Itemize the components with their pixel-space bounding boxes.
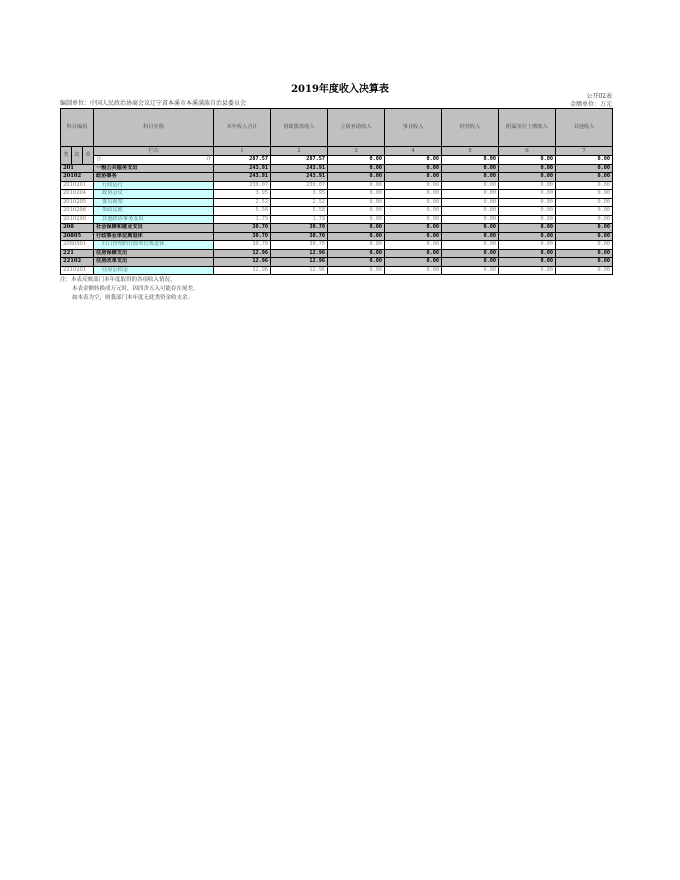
amount-cell: 243.91 — [271, 164, 328, 173]
amount-cell: 12.96 — [271, 249, 328, 258]
header-row — [61, 109, 613, 147]
amount-cell: 0.00 — [556, 173, 613, 182]
amount-cell: 0.00 — [556, 198, 613, 207]
amount-cell: 0.00 — [499, 198, 556, 207]
amount-cell: 0.00 — [556, 224, 613, 233]
amount-cell: 0.00 — [442, 207, 499, 216]
subject-name: 一般公共服务支出 — [94, 164, 214, 173]
amount-cell: 0.00 — [556, 249, 613, 258]
amount-cell: 0.00 — [442, 266, 499, 275]
header-col-1: 本年收入合计 — [214, 109, 271, 147]
subject-name: 归口管理的行政单位离退休 — [94, 241, 214, 250]
amount-cell: 0.00 — [385, 232, 442, 241]
subject-name: 政协事务 — [94, 173, 214, 182]
total-label — [94, 156, 214, 165]
amount-cell: 0.00 — [442, 232, 499, 241]
amount-cell: 0.00 — [385, 164, 442, 173]
amount-cell: 243.91 — [214, 173, 271, 182]
amount-cell: 0.00 — [328, 224, 385, 233]
amount-cell: 0.00 — [499, 215, 556, 224]
table-row — [61, 258, 613, 267]
subject-code: 2010201 — [61, 181, 94, 190]
amount-cell: 0.00 — [499, 266, 556, 275]
amount-cell: 0.00 — [442, 258, 499, 267]
subject-code: 208 — [61, 224, 94, 233]
amount-cell: 0.00 — [556, 164, 613, 173]
amount-cell: 0.00 — [499, 232, 556, 241]
amount-cell: 3.95 — [214, 190, 271, 199]
table-row — [61, 215, 613, 224]
amount-cell: 12.96 — [271, 266, 328, 275]
subject-code: 2010204 — [61, 190, 94, 199]
subject-code: 20805 — [61, 232, 94, 241]
amount-cell: 0.00 — [328, 173, 385, 182]
amount-cell: 0.00 — [442, 241, 499, 250]
amount-cell: 0.00 — [556, 232, 613, 241]
amount-unit: 金额单位：万元 — [569, 101, 612, 108]
table-row — [61, 181, 613, 190]
total-value: 0.00 — [328, 156, 385, 165]
total-value: 287.57 — [271, 156, 328, 165]
total-value: 0.00 — [442, 156, 499, 165]
amount-cell: 0.00 — [328, 249, 385, 258]
subject-code: 2010299 — [61, 215, 94, 224]
table-row — [61, 266, 613, 275]
amount-cell: 0.00 — [442, 173, 499, 182]
table-row — [61, 173, 613, 182]
amount-cell: 243.91 — [214, 164, 271, 173]
subject-code: 2010206 — [61, 207, 94, 216]
header-col-3: 上级补助收入 — [328, 109, 385, 147]
amount-cell: 0.00 — [442, 215, 499, 224]
amount-cell: 230.07 — [271, 181, 328, 190]
amount-cell: 0.00 — [499, 249, 556, 258]
report-title: 2019年度收入决算表 — [291, 84, 389, 95]
header-code: 科目编码 — [61, 109, 94, 147]
amount-cell: 0.00 — [556, 215, 613, 224]
subject-name: 参政议政 — [94, 207, 214, 216]
amount-cell: 0.00 — [328, 241, 385, 250]
amount-cell: 0.00 — [385, 215, 442, 224]
amount-cell: 12.96 — [214, 266, 271, 275]
amount-cell: 3.95 — [271, 190, 328, 199]
amount-cell: 30.70 — [271, 241, 328, 250]
amount-cell: 0.00 — [556, 190, 613, 199]
subject-code: 2080501 — [61, 241, 94, 250]
header-col-2: 财政拨款收入 — [271, 109, 328, 147]
subject-name: 住房保障支出 — [94, 249, 214, 258]
amount-cell: 30.70 — [214, 224, 271, 233]
table-row — [61, 164, 613, 173]
total-value: 287.57 — [214, 156, 271, 165]
amount-cell: 5.58 — [271, 207, 328, 216]
subject-name: 行政运行 — [94, 181, 214, 190]
subject-code: 201 — [61, 164, 94, 173]
subject-name: 住房改革支出 — [94, 258, 214, 267]
amount-cell: 0.00 — [328, 258, 385, 267]
subject-name: 委员视察 — [94, 198, 214, 207]
amount-cell: 1.79 — [271, 215, 328, 224]
col-number-4: 4 — [385, 147, 442, 156]
subject-name: 住房公积金 — [94, 266, 214, 275]
amount-cell: 2.52 — [214, 198, 271, 207]
notes — [60, 276, 199, 303]
amount-cell: 0.00 — [499, 173, 556, 182]
amount-cell: 0.00 — [442, 224, 499, 233]
col-number-3: 3 — [328, 147, 385, 156]
total-label-left: 合 — [96, 156, 102, 163]
subject-name: 政协会议 — [94, 190, 214, 199]
table-row — [61, 198, 613, 207]
amount-cell: 0.00 — [385, 207, 442, 216]
total-value: 0.00 — [499, 156, 556, 165]
amount-cell: 0.00 — [442, 164, 499, 173]
amount-cell: 0.00 — [385, 198, 442, 207]
note-line: 本表金额转换成万元时，因四舍五入可能存在尾差。 — [72, 286, 199, 292]
amount-cell: 12.96 — [214, 249, 271, 258]
subject-name: 其他政协事务支出 — [94, 215, 214, 224]
subject-code: 20102 — [61, 173, 94, 182]
amount-cell: 0.00 — [385, 241, 442, 250]
amount-cell: 0.00 — [385, 224, 442, 233]
sub-code-xiang: 项 — [83, 147, 94, 165]
amount-cell: 0.00 — [499, 224, 556, 233]
subject-code: 2010205 — [61, 198, 94, 207]
form-number: 公开02表 — [586, 93, 612, 100]
amount-cell: 0.00 — [556, 207, 613, 216]
amount-cell: 0.00 — [328, 207, 385, 216]
table-row — [61, 249, 613, 258]
subject-code: 221 — [61, 249, 94, 258]
amount-cell: 0.00 — [328, 181, 385, 190]
amount-cell: 30.70 — [214, 241, 271, 250]
amount-cell: 0.00 — [328, 215, 385, 224]
amount-cell: 0.00 — [556, 266, 613, 275]
amount-cell: 0.00 — [385, 258, 442, 267]
amount-cell: 0.00 — [499, 241, 556, 250]
amount-cell: 0.00 — [328, 198, 385, 207]
subject-code: 2210201 — [61, 266, 94, 275]
total-value: 0.00 — [556, 156, 613, 165]
lanci-label: 栏次 — [94, 147, 214, 156]
col-number-5: 5 — [442, 147, 499, 156]
total-row — [61, 156, 613, 165]
table-row — [61, 232, 613, 241]
amount-cell: 2.52 — [271, 198, 328, 207]
table-row — [61, 190, 613, 199]
total-value: 0.00 — [385, 156, 442, 165]
amount-cell: 0.00 — [442, 198, 499, 207]
amount-cell: 0.00 — [385, 249, 442, 258]
amount-cell: 0.00 — [499, 181, 556, 190]
sub-code-kuan: 款 — [72, 147, 83, 165]
amount-cell: 1.79 — [214, 215, 271, 224]
total-label-right: 计 — [205, 156, 212, 163]
amount-cell: 230.07 — [214, 181, 271, 190]
lanci-row — [61, 147, 613, 156]
amount-cell: 0.00 — [442, 249, 499, 258]
amount-cell: 30.70 — [214, 232, 271, 241]
amount-cell: 0.00 — [385, 173, 442, 182]
amount-cell: 0.00 — [385, 181, 442, 190]
amount-cell: 12.96 — [214, 258, 271, 267]
col-number-6: 6 — [499, 147, 556, 156]
subject-code: 22102 — [61, 258, 94, 267]
amount-cell: 30.70 — [271, 232, 328, 241]
amount-cell: 0.00 — [556, 181, 613, 190]
header-col-6: 附属单位上缴收入 — [499, 109, 556, 147]
header-col-5: 经营收入 — [442, 109, 499, 147]
amount-cell: 12.96 — [271, 258, 328, 267]
amount-cell: 0.00 — [499, 207, 556, 216]
col-number-1: 1 — [214, 147, 271, 156]
amount-cell: 5.58 — [214, 207, 271, 216]
header-name: 科目名称 — [94, 109, 214, 147]
amount-cell: 0.00 — [328, 266, 385, 275]
amount-cell: 0.00 — [328, 190, 385, 199]
col-number-7: 7 — [556, 147, 613, 156]
amount-cell: 0.00 — [499, 164, 556, 173]
amount-cell: 0.00 — [556, 241, 613, 250]
amount-cell: 0.00 — [328, 232, 385, 241]
note-line: 如本表为空，则我部门本年度无此类资金收支余。 — [72, 295, 194, 301]
table-row — [61, 224, 613, 233]
sub-code-lei: 类 — [61, 147, 72, 165]
amount-cell: 0.00 — [499, 258, 556, 267]
amount-cell: 0.00 — [499, 190, 556, 199]
header-col-4: 事业收入 — [385, 109, 442, 147]
amount-cell: 0.00 — [328, 164, 385, 173]
income-table — [60, 108, 613, 275]
table-row — [61, 207, 613, 216]
subject-name: 社会保障和就业支出 — [94, 224, 214, 233]
note-line: 注：本表反映部门本年度取得的各项收入情况。 — [60, 277, 176, 283]
amount-cell: 30.70 — [271, 224, 328, 233]
amount-cell: 243.91 — [271, 173, 328, 182]
amount-cell: 0.00 — [385, 266, 442, 275]
table-row — [61, 241, 613, 250]
amount-cell: 0.00 — [442, 190, 499, 199]
compiling-unit: 编制单位：中国人民政治协商会议辽宁省本溪市本溪满族自治县委员会 — [60, 100, 247, 107]
subject-name: 行政事业单位离退休 — [94, 232, 214, 241]
amount-cell: 0.00 — [442, 181, 499, 190]
amount-cell: 0.00 — [556, 258, 613, 267]
col-number-2: 2 — [271, 147, 328, 156]
header-col-7: 其他收入 — [556, 109, 613, 147]
amount-cell: 0.00 — [385, 190, 442, 199]
